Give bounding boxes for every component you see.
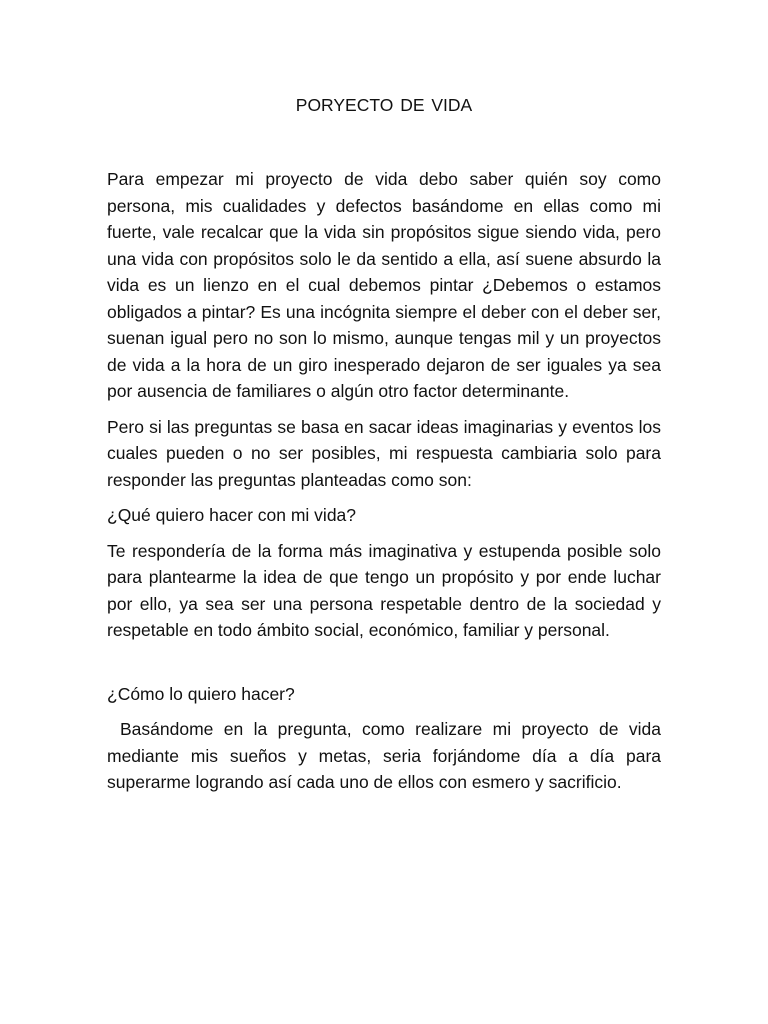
paragraph-answer-what: Te respondería de la forma más imaginativa y estupenda posible solo para plantearme la idea de que tengo un propósito y por ende luchar por ello, ya sea ser una persona respetable dentro de la sociedad y respetable en todo ámbito social, económico, familiar y personal. xyxy=(107,540,661,640)
paragraph-intro: Para empezar mi proyecto de vida debo saber quién soy como persona, mis cualidades y defectos basándome en ellas como mi fuerte, vale recalcar que la vida sin propósitos sigue siendo vida, pero una vida con propósitos solo le da sentido a ella, así suene absurdo la vida es un lienzo en el cual debemos pintar ¿Debemos o estamos obligados a pintar? Es una incógnita siempre el deber con el deber ser, suenan igual pero no son lo mismo, aunque tengas mil y un proyectos de vida a la hora de un giro inesperado dejaron de ser iguales ya sea por ausencia de familiares o algún otro factor determinante. xyxy=(107,169,661,401)
paragraph-questions-intro: Pero si las preguntas se basa en sacar ideas imaginarias y eventos los cuales pueden o no ser posibles, mi respuesta cambiaria solo para responder las preguntas planteadas como son: xyxy=(107,416,661,490)
document-body xyxy=(107,166,661,796)
question-how: ¿Cómo lo quiero hacer? xyxy=(107,683,295,704)
question-what: ¿Qué quiero hacer con mi vida? xyxy=(107,505,357,525)
document-title: PORYECTO DE VIDA xyxy=(295,95,473,115)
paragraph-answer-how: Basándome en la pregunta, como realizare mi proyecto de vida mediante mis sueños y metas, seria forjándome día a día para superarme logrando así cada uno de ellos con esmero y sacrificio. xyxy=(107,719,661,792)
